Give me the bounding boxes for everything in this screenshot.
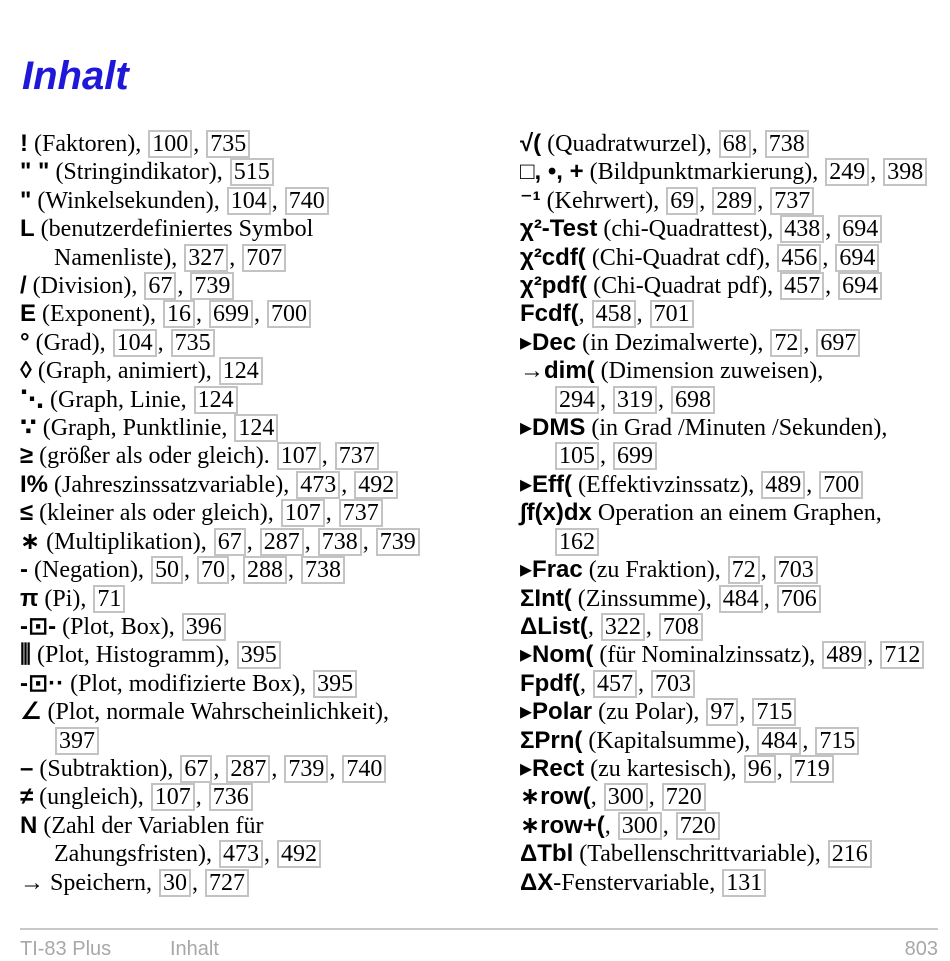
page-reference-link[interactable]: 707 <box>242 244 286 272</box>
page-reference-link[interactable]: 489 <box>822 641 866 669</box>
index-text-continued: Zahungsfristen), 473 , 492 <box>20 840 490 868</box>
index-text: , <box>578 301 585 328</box>
page-reference-link[interactable]: 738 <box>301 556 345 584</box>
page-reference-link[interactable]: 396 <box>182 613 226 641</box>
index-entry: ⁻¹ (Kehrwert), 69 , 289 , 737 <box>520 187 940 215</box>
footer-section: Inhalt <box>170 938 219 960</box>
page-title: Inhalt <box>22 54 129 98</box>
page-reference-link[interactable]: 124 <box>234 414 278 442</box>
page-reference-link[interactable]: 737 <box>339 499 383 527</box>
index-text: (Stringindikator), <box>49 159 223 186</box>
index-column-right <box>520 130 940 897</box>
page-reference-link[interactable]: 715 <box>815 727 859 755</box>
page-reference-link[interactable]: 124 <box>219 357 263 385</box>
index-text: (Effektivzinssatz), <box>572 471 755 498</box>
index-symbol: ∠ <box>20 698 42 726</box>
index-symbol: √( <box>520 130 542 157</box>
index-symbol: ∵ <box>20 414 37 442</box>
index-text: (Plot, Histogramm), <box>31 642 230 669</box>
index-entry: I% (Jahreszinssatzvariable), 473 , 492 <box>20 471 490 499</box>
index-entry: ▸Dec (in Dezimalwerte), 72 , 697 <box>520 329 940 357</box>
page-reference-link[interactable]: 67 <box>214 528 246 556</box>
page-reference-link[interactable]: 300 <box>618 812 662 840</box>
index-entry: → Speichern, 30 , 727 <box>20 869 490 897</box>
page-reference-link[interactable]: 72 <box>770 329 802 357</box>
page-reference-link[interactable]: 737 <box>335 442 379 470</box>
index-symbol: ⋱ <box>20 385 44 413</box>
index-entry <box>20 670 490 698</box>
page-reference-link[interactable]: 738 <box>318 528 362 556</box>
index-entry: ▸Eff( (Effektivzinssatz), 489 , 700 <box>520 471 940 499</box>
index-text: (kleiner als oder gleich), <box>33 500 274 527</box>
index-entry <box>520 499 940 556</box>
index-entry: ° (Grad), 104 , 735 <box>20 329 490 357</box>
index-text: (Graph, Linie, <box>44 386 187 413</box>
page-reference-link[interactable]: 105 <box>555 442 599 470</box>
index-text: (Graph, Punktlinie, <box>36 415 228 442</box>
index-symbol: -⊡- <box>20 612 57 640</box>
index-text-continued: Namenliste), 327 , 707 <box>20 244 490 272</box>
page-reference-link[interactable]: 456 <box>777 244 821 272</box>
page-reference-link[interactable]: 703 <box>651 670 695 698</box>
index-entry: ∗row(, 300 , 720 <box>520 783 940 811</box>
index-text: (Faktoren), <box>28 131 142 157</box>
index-symbol: ▸Dec <box>520 328 577 356</box>
index-symbol: ∗row+( <box>520 811 605 839</box>
page-reference-link[interactable]: 107 <box>151 783 195 811</box>
page-reference-link[interactable]: 700 <box>819 471 863 499</box>
index-entry: – (Subtraktion), 67 , 287 , 739 , 740 <box>20 755 490 783</box>
page-reference-link[interactable]: 294 <box>555 386 599 414</box>
page-reference-link[interactable]: 720 <box>662 783 706 811</box>
page-reference-link[interactable]: 737 <box>770 187 814 215</box>
index-symbol: ▸Nom( <box>520 641 594 669</box>
index-entry: □, •, + (Bildpunktmarkierung), 249 , 398 <box>520 158 940 186</box>
page-reference-link[interactable]: 706 <box>777 585 821 613</box>
page-reference-link[interactable]: 738 <box>765 130 809 158</box>
index-symbol: π <box>20 584 39 612</box>
page-reference-link[interactable]: 249 <box>825 158 869 186</box>
index-text: (Multiplikation), <box>40 528 207 555</box>
page-reference-link[interactable]: 395 <box>313 670 357 698</box>
page-reference-link[interactable]: 489 <box>761 471 805 499</box>
index-text: (Pi), <box>38 585 87 612</box>
index-symbol: ∫f(x)dx <box>520 499 592 527</box>
index-symbol: χ²-Test <box>520 215 598 243</box>
index-entry: ≤ (kleiner als oder gleich), 107 , 737 <box>20 499 490 527</box>
index-text: (Graph, animiert), <box>31 358 212 385</box>
index-entry <box>20 357 490 385</box>
index-text-continued: 294 , 319 , 698 <box>520 386 940 414</box>
index-entry: ΔList(, 322 , 708 <box>520 613 940 641</box>
index-entry: χ²pdf( (Chi-Quadrat pdf), 457 , 694 <box>520 272 940 300</box>
index-entry: Fcdf(, 458 , 701 <box>520 300 940 328</box>
page-reference-link[interactable]: 300 <box>604 783 648 811</box>
index-text: (zu Polar), <box>592 699 700 726</box>
index-entry <box>20 215 490 272</box>
index-entry <box>520 357 940 414</box>
page-reference-link[interactable]: 699 <box>209 300 253 328</box>
page-reference-link[interactable]: 515 <box>230 158 274 186</box>
page-reference-link[interactable]: 740 <box>285 187 329 215</box>
index-symbol: χ²pdf( <box>520 272 588 300</box>
index-entry <box>20 641 490 669</box>
index-symbol: ▸DMS <box>520 414 586 442</box>
page-reference-link[interactable]: 740 <box>342 755 386 783</box>
index-symbol: ▸Eff( <box>520 470 573 498</box>
index-text-continued: 105 , 699 <box>520 442 940 470</box>
page-reference-link[interactable]: 694 <box>838 272 882 300</box>
page-reference-link[interactable]: 322 <box>601 613 645 641</box>
index-text: (benutzerdefiniertes Symbol <box>34 216 314 243</box>
index-entry: ▸Nom( (für Nominalzinssatz), 489 , 712 <box>520 641 940 669</box>
page-reference-link[interactable]: 715 <box>752 698 796 726</box>
index-text: (Dimension zuweisen), <box>594 358 824 385</box>
page-reference-link[interactable]: 67 <box>180 755 212 783</box>
index-text: , <box>604 812 611 839</box>
index-entry: ▸Rect (zu kartesisch), 96 , 719 <box>520 755 940 783</box>
index-text: (Chi-Quadrat cdf), <box>585 244 771 271</box>
index-symbol: ΔTbl <box>520 840 574 868</box>
index-symbol: ΔX <box>520 868 554 896</box>
page-reference-link[interactable]: 97 <box>706 698 738 726</box>
index-symbol: χ²cdf( <box>520 243 586 271</box>
page-reference-link[interactable]: 289 <box>712 187 756 215</box>
page-reference-link[interactable]: 50 <box>151 556 183 584</box>
page-reference-link[interactable]: 694 <box>835 244 879 272</box>
index-entry: ! (Faktoren), 100 , 735 <box>20 130 490 158</box>
index-entry: ΣPrn( (Kapitalsumme), 484 , 715 <box>520 727 940 755</box>
index-text: Operation an einem Graphen, <box>591 500 882 527</box>
index-entry <box>20 414 490 442</box>
page-reference-link[interactable]: 720 <box>676 812 720 840</box>
index-entry: Fpdf(, 457 , 703 <box>520 670 940 698</box>
page-reference-link[interactable]: 739 <box>284 755 328 783</box>
index-symbol: ≠ <box>20 783 34 811</box>
index-text-continued <box>520 528 940 556</box>
page-reference-link[interactable]: 694 <box>838 215 882 243</box>
page-reference-link[interactable]: 327 <box>184 244 228 272</box>
index-symbol: □, •, + <box>520 158 584 186</box>
index-text: (Quadratwurzel), <box>541 131 712 157</box>
index-symbol: I% <box>20 470 49 498</box>
page-reference-link[interactable]: 473 <box>296 471 340 499</box>
page-reference-link[interactable]: 727 <box>205 869 249 897</box>
index-symbol: ! <box>20 130 28 157</box>
page-footer <box>20 928 938 960</box>
index-text: (Exponent), <box>36 301 156 328</box>
page-reference-link[interactable]: 96 <box>744 755 776 783</box>
page-reference-link[interactable]: 395 <box>237 641 281 669</box>
index-text: (Kehrwert), <box>540 187 660 214</box>
index-entry <box>20 613 490 641</box>
index-symbol: " " <box>20 158 50 186</box>
index-entry: " (Winkelsekunden), 104 , 740 <box>20 187 490 215</box>
page-reference-link[interactable]: 397 <box>55 727 99 755</box>
index-text: (zu kartesisch), <box>584 755 737 782</box>
index-text: (Grad), <box>29 329 106 356</box>
index-symbol: ▸Frac <box>520 556 583 584</box>
page-reference-link[interactable]: 107 <box>281 499 325 527</box>
index-symbol: ∗row( <box>520 783 591 811</box>
index-entry: - (Negation), 50 , 70 , 288 , 738 <box>20 556 490 584</box>
index-entry <box>20 158 490 186</box>
index-text: (zu Fraktion), <box>582 557 721 584</box>
page-reference-link[interactable]: 458 <box>592 300 636 328</box>
index-entry: ▸Frac (zu Fraktion), 72 , 703 <box>520 556 940 584</box>
index-entry: E (Exponent), 16 , 699 , 700 <box>20 300 490 328</box>
index-entry <box>520 869 940 897</box>
page-reference-link[interactable]: 68 <box>719 130 751 158</box>
index-symbol: ° <box>20 328 30 356</box>
page-reference-link[interactable]: 492 <box>354 471 398 499</box>
page-reference-link[interactable]: 484 <box>719 585 763 613</box>
page-reference-link[interactable]: 100 <box>148 130 192 158</box>
index-symbol: ≤ <box>20 499 34 527</box>
index-entry: ▸Polar (zu Polar), 97 , 715 <box>520 698 940 726</box>
page-reference-link[interactable]: 719 <box>790 755 834 783</box>
page-reference-link[interactable]: 162 <box>555 528 599 556</box>
page-reference-link[interactable]: 712 <box>880 641 924 669</box>
page-reference-link[interactable]: 288 <box>243 556 287 584</box>
index-symbol: ▸Polar <box>520 698 593 726</box>
index-entry <box>20 812 490 869</box>
index-symbol: Fcdf( <box>520 300 579 328</box>
page-reference-link[interactable]: 708 <box>659 613 703 641</box>
index-text: (Kapitalsumme), <box>582 727 751 754</box>
index-text: (Jahreszinssatzvariable), <box>48 471 290 498</box>
index-entry: χ²cdf( (Chi-Quadrat cdf), 456 , 694 <box>520 244 940 272</box>
page-reference-link[interactable]: 216 <box>828 840 872 868</box>
index-symbol: ΣPrn( <box>520 726 583 754</box>
index-text: (Subtraktion), <box>33 755 174 782</box>
page-reference-link[interactable]: 697 <box>816 329 860 357</box>
index-text: , <box>590 784 597 811</box>
index-text: (Winkelsekunden), <box>31 187 220 214</box>
page-reference-link[interactable]: 492 <box>277 840 321 868</box>
index-text: (größer als oder gleich). <box>33 443 270 470</box>
page-reference-link[interactable]: 398 <box>883 158 927 186</box>
page-reference-link[interactable]: 736 <box>209 783 253 811</box>
index-symbol: ΣInt( <box>520 584 572 612</box>
index-text: , <box>587 613 594 640</box>
index-symbol: → <box>20 868 44 896</box>
index-text: -Fenstervariable, <box>553 869 716 896</box>
page-reference-link[interactable]: 703 <box>774 556 818 584</box>
index-text: (Plot, normale Wahrscheinlichkeit), <box>41 699 390 726</box>
index-text: (ungleich), <box>33 784 144 811</box>
index-symbol: – <box>20 754 34 782</box>
page-reference-link[interactable]: 735 <box>206 130 250 158</box>
index-text: (chi-Quadrattest), <box>597 216 774 243</box>
index-text: (Plot, modifizierte Box), <box>64 670 307 697</box>
index-text: , <box>579 670 586 697</box>
page-reference-link[interactable]: 739 <box>190 272 234 300</box>
index-column-left <box>20 130 490 897</box>
index-symbol: L <box>20 215 35 243</box>
page-reference-link[interactable]: 67 <box>144 272 176 300</box>
index-symbol: Fpdf( <box>520 669 580 697</box>
footer-page-number: 803 <box>904 938 938 960</box>
index-symbol: ∗ <box>20 527 41 555</box>
index-symbol: ⁻¹ <box>520 186 541 214</box>
index-text-continued <box>20 727 490 755</box>
index-text: (in Grad /Minuten /Sekunden), <box>585 415 888 442</box>
index-entry <box>20 585 490 613</box>
index-text: (Chi-Quadrat pdf), <box>587 273 774 300</box>
index-text: Speichern, <box>44 869 152 896</box>
index-text: (in Dezimalwerte), <box>576 329 764 356</box>
page-reference-link[interactable]: 287 <box>226 755 270 783</box>
index-text: (für Nominalzinssatz), <box>593 642 816 669</box>
page-reference-link[interactable]: 698 <box>671 386 715 414</box>
page-reference-link[interactable]: 104 <box>113 329 157 357</box>
index-text-line2: Namenliste), <box>54 244 178 271</box>
page-reference-link[interactable]: 438 <box>780 215 824 243</box>
index-symbol: →dim( <box>520 357 595 385</box>
page-reference-link[interactable]: 484 <box>757 727 801 755</box>
index-symbol: -⊡·· <box>20 669 65 697</box>
index-text: (Plot, Box), <box>56 613 175 640</box>
index-text: (Bildpunktmarkierung), <box>583 159 819 186</box>
page-reference-link[interactable]: 473 <box>219 840 263 868</box>
page-reference-link[interactable]: 70 <box>197 556 229 584</box>
index-entry: √( (Quadratwurzel), 68 , 738 <box>520 130 940 158</box>
page-reference-link[interactable]: 739 <box>376 528 420 556</box>
index-symbol: / <box>20 272 27 300</box>
page-reference-link[interactable]: 104 <box>227 187 271 215</box>
page-reference-link[interactable]: 457 <box>780 272 824 300</box>
index-entry: ∗row+(, 300 , 720 <box>520 812 940 840</box>
index-symbol: - <box>20 556 28 584</box>
index-entry <box>20 386 490 414</box>
index-text: (Negation), <box>28 557 144 584</box>
page-reference-link[interactable]: 701 <box>650 300 694 328</box>
index-entry: ≥ (größer als oder gleich). 107 , 737 <box>20 442 490 470</box>
page-reference-link[interactable]: 735 <box>171 329 215 357</box>
page-reference-link[interactable]: 457 <box>593 670 637 698</box>
page-reference-link[interactable]: 71 <box>93 585 125 613</box>
index-entry <box>520 840 940 868</box>
page-reference-link[interactable]: 124 <box>194 386 238 414</box>
index-symbol: E <box>20 300 37 328</box>
index-symbol: ◊ <box>20 357 32 385</box>
page-reference-link[interactable]: 700 <box>267 300 311 328</box>
page-reference-link[interactable]: 69 <box>666 187 698 215</box>
index-entry: / (Division), 67 , 739 <box>20 272 490 300</box>
index-entry <box>20 698 490 755</box>
index-entry: ΣInt( (Zinssumme), 484 , 706 <box>520 585 940 613</box>
page-reference-link[interactable]: 30 <box>159 869 191 897</box>
index-entry: ∗ (Multiplikation), 67 , 287 , 738 , 739 <box>20 528 490 556</box>
index-text-line2: Zahungsfristen), <box>54 841 212 868</box>
index-symbol: N <box>20 811 38 839</box>
index-text: (Zinssumme), <box>571 585 712 612</box>
index-symbol: ⫼ <box>20 641 32 669</box>
page-reference-link[interactable]: 16 <box>163 300 195 328</box>
footer-book-title: TI-83 Plus <box>20 938 112 960</box>
index-symbol: ΔList( <box>520 612 588 640</box>
page-reference-link[interactable]: 287 <box>260 528 304 556</box>
index-entry: χ²-Test (chi-Quadrattest), 438 , 694 <box>520 215 940 243</box>
index-entry: ≠ (ungleich), 107 , 736 <box>20 783 490 811</box>
index-entry <box>520 414 940 471</box>
index-symbol: ≥ <box>20 442 34 470</box>
page-reference-link[interactable]: 319 <box>613 386 657 414</box>
index-text: (Division), <box>26 273 138 300</box>
page-reference-link[interactable]: 699 <box>613 442 657 470</box>
page-reference-link[interactable]: 72 <box>728 556 760 584</box>
index-text: (Zahl der Variablen für <box>37 812 264 839</box>
index-symbol: " <box>20 186 32 214</box>
index-symbol: ▸Rect <box>520 754 585 782</box>
page-reference-link[interactable]: 131 <box>722 869 766 897</box>
index-text: (Tabellenschrittvariable), <box>573 841 821 868</box>
page-reference-link[interactable]: 107 <box>277 442 321 470</box>
